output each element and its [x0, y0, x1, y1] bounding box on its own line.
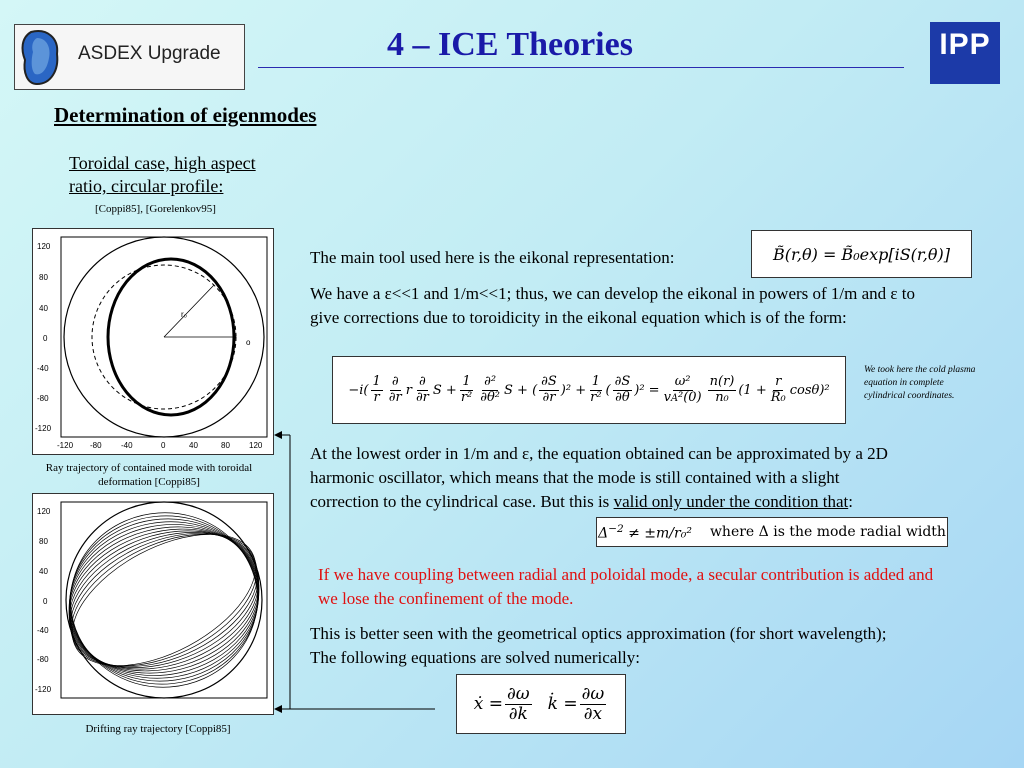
plot2-ytick: 0 [43, 597, 48, 606]
eikonal-differential-equation: −i( $\frac{1}{r}$ $\frac{\partial}{\partial r}$ r $\frac{\partial}{\partial r}$ S + $\frac{1}{\text{r²}}$ $\frac{\text{∂²}}{\text{∂θ²}}$ S + ( $\frac{\partial S}{\partial r}$ )² + $\frac{1}{\text{r²}}$ ( $\frac{\partial S}{\partial\theta}$ )² = $\frac{\text{ω²}}{\text{vA²(0)}}$ $\frac{n(r)}{\text{n₀}}$ (1 + $\frac{r}{\text{R₀}}$ cosθ)² [332, 356, 846, 424]
plot1-xtick: -80 [90, 441, 102, 450]
plot2-caption: Drifting ray trajectory [Coppi85] [85, 723, 231, 735]
plot2-y-ticks [35, 507, 52, 694]
section-heading: Determination of eigenmodes [54, 103, 317, 127]
plot1-xtick: 40 [189, 441, 198, 450]
subheading-line1: Toroidal case, high aspect [69, 153, 256, 173]
plot1-xtick: -40 [121, 441, 133, 450]
ipp-logo-text: IPP [939, 28, 991, 61]
arrow-head-icon [274, 431, 282, 439]
ray-trajectory-plot-drifting [32, 493, 274, 715]
lowest-order-main: At the lowest order in 1/m and ε, the equation obtained can be approximated by a 2D harmonic oscillator, which means that the mode is still contained with a slight correction to the cylindrical case. But this is [310, 444, 888, 511]
drift-ellipse [51, 507, 273, 694]
plot1-ytick: -80 [37, 394, 49, 403]
plot1-xtick: -120 [57, 441, 74, 450]
plot2-svg [33, 494, 273, 714]
plot2-ytick: -80 [37, 655, 49, 664]
eikonal-equation: B̃(r,θ) = B̃₀exp[iS(r,θ)] [751, 230, 972, 278]
title-underline [258, 67, 904, 68]
subheading [69, 152, 256, 198]
drift-ellipse [53, 507, 273, 694]
secular-warning-text: If we have coupling between radial and poloidal mode, a secular contribution is added and we lose the confinement of the mode. [318, 565, 934, 608]
plot1-label-o: o [246, 338, 251, 347]
arrow-head-icon [274, 705, 282, 713]
drift-ellipse [56, 506, 271, 693]
plot2-ytick: 80 [39, 537, 48, 546]
plot2-ytick: 40 [39, 567, 48, 576]
drift-ellipse [54, 506, 273, 693]
subheading-citation: [Coppi85], [Gorelenkov95] [95, 203, 216, 215]
plot1-label-r0: r₀ [181, 310, 187, 319]
plot1-ytick: 120 [37, 242, 51, 251]
plot1-xtick: 80 [221, 441, 230, 450]
eikonal-intro: The main tool used here is the eikonal representation: [310, 248, 675, 267]
eikonal-development-text: We have a ε<<1 and 1/m<<1; thus, we can develop the eikonal in powers of 1/m and ε to give corrections due to toroidicity in the eikonal equation which is of the form: [310, 284, 916, 327]
drift-ellipse [50, 507, 273, 693]
asdex-logo-text: ASDEX Upgrade [78, 43, 221, 64]
plot2-ytick: -40 [37, 626, 49, 635]
plot1-ytick: 0 [43, 334, 48, 343]
condition-underlined: valid only under the condition that [613, 492, 849, 511]
plot1-x-ticks [57, 441, 263, 450]
asdex-logo-icon [17, 26, 69, 88]
plot2-ytick: 120 [37, 507, 51, 516]
lowest-order-text [310, 442, 910, 514]
ray-trajectory-plot-contained [32, 228, 274, 455]
drift-ellipse [62, 507, 267, 694]
drifting-trajectory-curves [50, 506, 273, 693]
plot1-ytick: 40 [39, 304, 48, 313]
side-note: We took here the cold plasma equation in complete cylindrical coordinates. [864, 365, 976, 401]
validity-condition-equation: $\Delta^{-2} \ne \pm m/r_0^2$ where Δ is the mode radial width [596, 517, 948, 547]
plot1-ytick: -120 [35, 424, 52, 433]
drift-ellipse [65, 507, 263, 693]
plot1-y-ticks [35, 242, 52, 433]
plot1-caption: Ray trajectory of contained mode with toroidal deformation [Coppi85] [45, 462, 253, 488]
slide-title: 4 – ICE Theories [387, 26, 633, 63]
geometric-optics-text: This is better seen with the geometrical optics approximation (for short wavelength); The following equations are solved numerically: [310, 624, 887, 667]
plot1-xtick: 120 [249, 441, 263, 450]
plot1-svg [33, 229, 273, 454]
plot1-xtick: 0 [161, 441, 166, 450]
condition-where-text: where Δ is the mode radial width [709, 524, 946, 540]
subheading-line2: ratio, circular profile: [69, 176, 224, 196]
plot2-ytick: -120 [35, 685, 52, 694]
plot1-ytick: 80 [39, 273, 48, 282]
plot1-ytick: -40 [37, 364, 49, 373]
ray-equations: ẋ = $\frac{\partial\omega}{\partial k}$ k̇ = $\frac{\partial\omega}{\partial x}$ [456, 674, 626, 734]
condition-colon: : [848, 492, 853, 511]
